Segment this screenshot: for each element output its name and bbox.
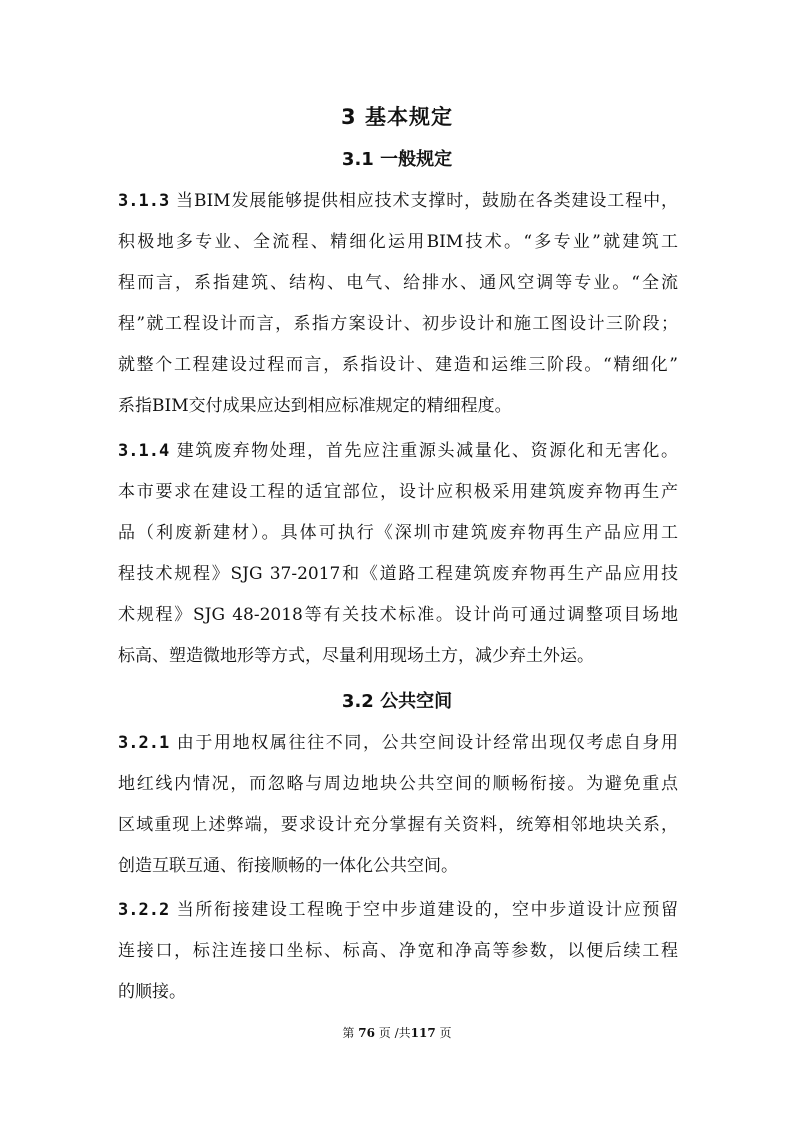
clause-line: 程技术规程》SJG 37-2017和《道路工程建筑废弃物再生产品应用技 [118,564,678,584]
clause-number: 3.1.4 [118,441,170,461]
current-page-number: 76 [358,1026,375,1040]
clause-number: 3.1.3 [118,191,170,211]
section-title-3-1: 3.1 一般规定 [341,149,453,170]
footer-prefix: 第 [342,1026,355,1040]
clause-text: 当BIM发展能够提供相应技术支撑时，鼓励在各类建设工程中， [175,191,678,211]
footer-suffix: 页 [439,1026,452,1040]
clause-number: 3.2.2 [118,900,170,920]
clause-text: 建筑废弃物处理，首先应注重源头减量化、资源化和无害化。 [175,441,678,461]
clause-line [118,890,678,931]
clause-text: 由于用地权属往往不同，公共空间设计经常出现仅考虑自身用 [175,733,678,753]
clause-line [118,181,678,222]
clause-line: 就整个工程建设过程而言，系指设计、建造和运维三阶段。“精细化” [118,355,678,375]
clause-line: 系指BIM交付成果应达到相应标准规定的精细程度。 [118,396,512,416]
page-footer [0,1024,794,1042]
clause-line: 程而言，系指建筑、结构、电气、给排水、通风空调等专业。“全流 [118,273,678,293]
clause-line: 地红线内情况，而忽略与周边地块公共空间的顺畅衔接。为避免重点 [118,774,678,794]
clause-line: 创造互联互通、衔接顺畅的一体化公共空间。 [118,856,458,876]
clause-text: 当所衔接建设工程晚于空中步道建设的，空中步道设计应预留 [175,900,678,920]
clause-line: 标高、塑造微地形等方式，尽量利用现场土方，减少弃土外运。 [118,646,594,666]
clause-line: 的顺接。 [118,982,186,1002]
clause-line: 术规程》SJG 48-2018等有关技术标准。设计尚可通过调整项目场地 [118,605,678,625]
section-title-3-2: 3.2 公共空间 [341,691,453,712]
clause-line: 品（利废新建材）。具体可执行《深圳市建筑废弃物再生产品应用工 [118,523,678,543]
clause-line: 程”就工程设计而言，系指方案设计、初步设计和施工图设计三阶段； [118,314,678,334]
clause-3-1-4 [118,431,678,677]
clause-line: 积极地多专业、全流程、精细化运用BIM技术。“多专业”就建筑工 [118,232,678,252]
clause-line: 本市要求在建设工程的适宜部位，设计应积极采用建筑废弃物再生产 [118,482,678,502]
clause-number: 3.2.1 [118,733,170,753]
clause-line: 区域重现上述弊端，要求设计充分掌握有关资料，统筹相邻地块关系， [118,815,678,835]
clause-line: 连接口，标注连接口坐标、标高、净宽和净高等参数，以便后续工程 [118,941,678,961]
clause-3-2-1 [118,723,678,887]
clause-3-2-2 [118,890,678,1013]
footer-middle: 页 /共 [378,1026,411,1040]
clause-3-1-3 [118,181,678,427]
clause-line [118,431,678,472]
chapter-title: 3 基本规定 [341,105,453,129]
clause-line [118,723,678,764]
total-page-number: 117 [410,1026,436,1040]
